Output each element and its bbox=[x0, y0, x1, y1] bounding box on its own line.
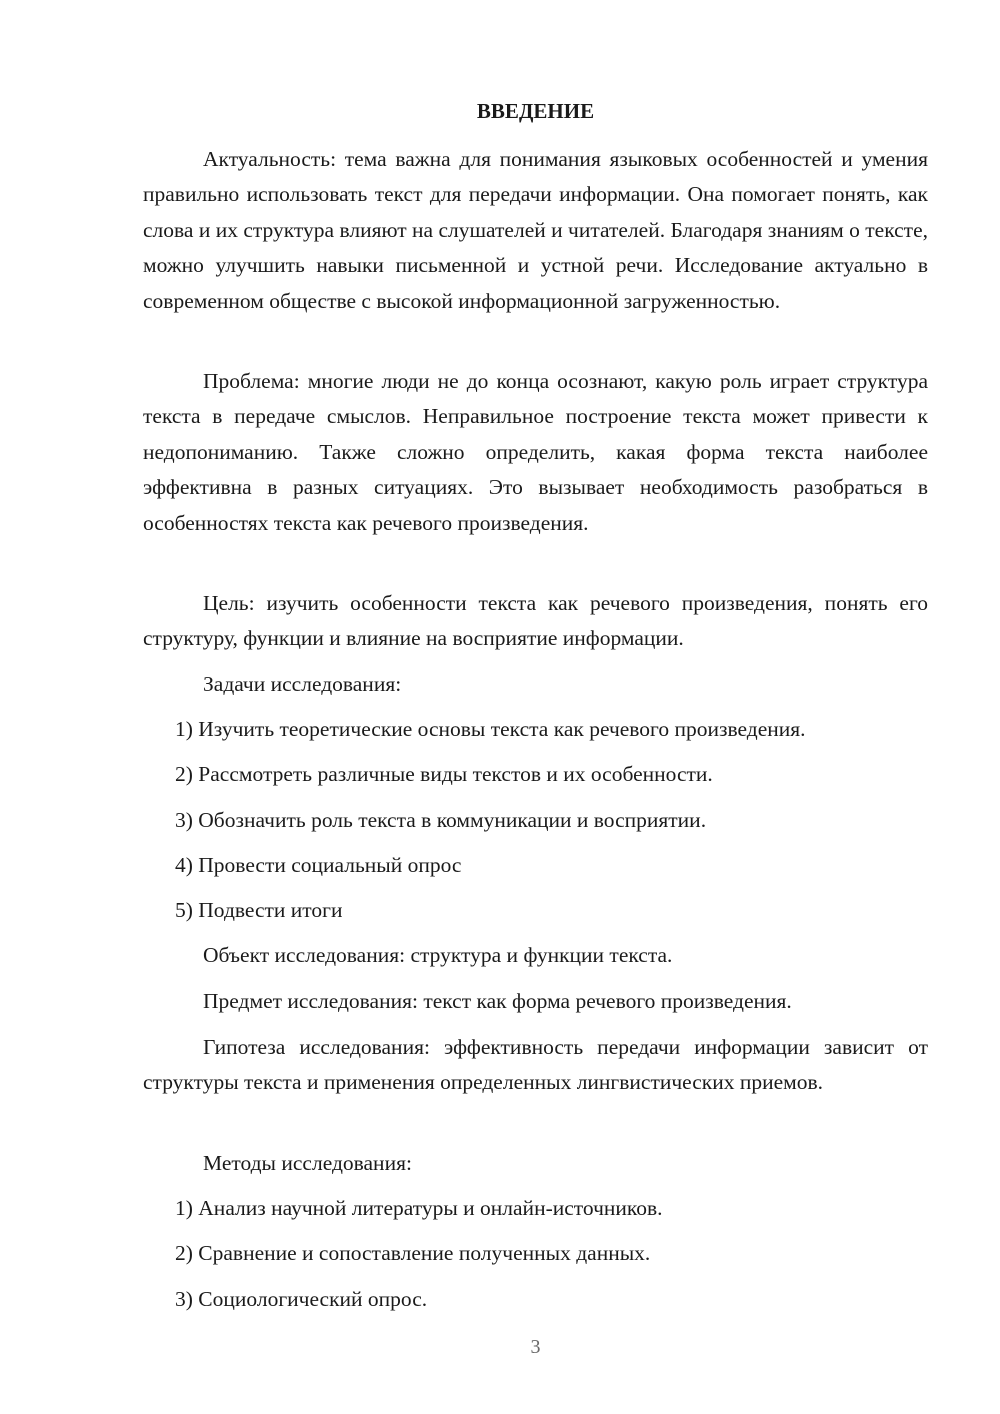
subject-line: Предмет исследования: текст как форма речевого произведения. bbox=[203, 989, 792, 1013]
task-item-1: 1) Изучить теоретические основы текста как речевого произведения. bbox=[175, 717, 806, 741]
page-title: ВВЕДЕНИЕ bbox=[476, 99, 595, 123]
relevance-paragraph: Актуальность: тема важна для понимания языковых особенностей и умения правильно использовать текст для передачи информации. Она помогает понять, как слова и их структура влияют на слушателей и читателей. Благодаря знаниям о тексте, можно улучшить навыки письменной и устной речи. Исследование актуально в современном обществе с высокой информационной загруженностью. bbox=[143, 147, 928, 313]
method-item-3: 3) Социологический опрос. bbox=[175, 1287, 428, 1311]
task-item-5: 5) Подвести итоги bbox=[175, 898, 343, 922]
task-item-3: 3) Обозначить роль текста в коммуникации и восприятии. bbox=[175, 808, 707, 832]
tasks-heading: Задачи исследования: bbox=[203, 672, 402, 696]
document-page bbox=[143, 0, 928, 1414]
object-line: Объект исследования: структура и функции текста. bbox=[203, 943, 673, 967]
hypothesis-paragraph: Гипотеза исследования: эффективность передачи информации зависит от структуры текста и применения определенных лингвистических приемов. bbox=[143, 1035, 928, 1095]
methods-heading: Методы исследования: bbox=[203, 1151, 412, 1175]
task-item-2: 2) Рассмотреть различные виды текстов и их особенности. bbox=[175, 762, 713, 786]
page-number: 3 bbox=[530, 1336, 541, 1358]
task-item-4: 4) Провести социальный опрос bbox=[175, 853, 462, 877]
method-item-1: 1) Анализ научной литературы и онлайн-источников. bbox=[175, 1196, 663, 1220]
method-item-2: 2) Сравнение и сопоставление полученных данных. bbox=[175, 1241, 651, 1265]
goal-paragraph: Цель: изучить особенности текста как речевого произведения, понять его структуру, функции и влияние на восприятие информации. bbox=[143, 591, 928, 651]
problem-paragraph: Проблема: многие люди не до конца осознают, какую роль играет структура текста в передаче смыслов. Неправильное построение текста может привести к недопониманию. Также сложно определить, какая форма текста наиболее эффективна в разных ситуациях. Это вызывает необходимость разобраться в особенностях текста как речевого произведения. bbox=[143, 369, 928, 535]
